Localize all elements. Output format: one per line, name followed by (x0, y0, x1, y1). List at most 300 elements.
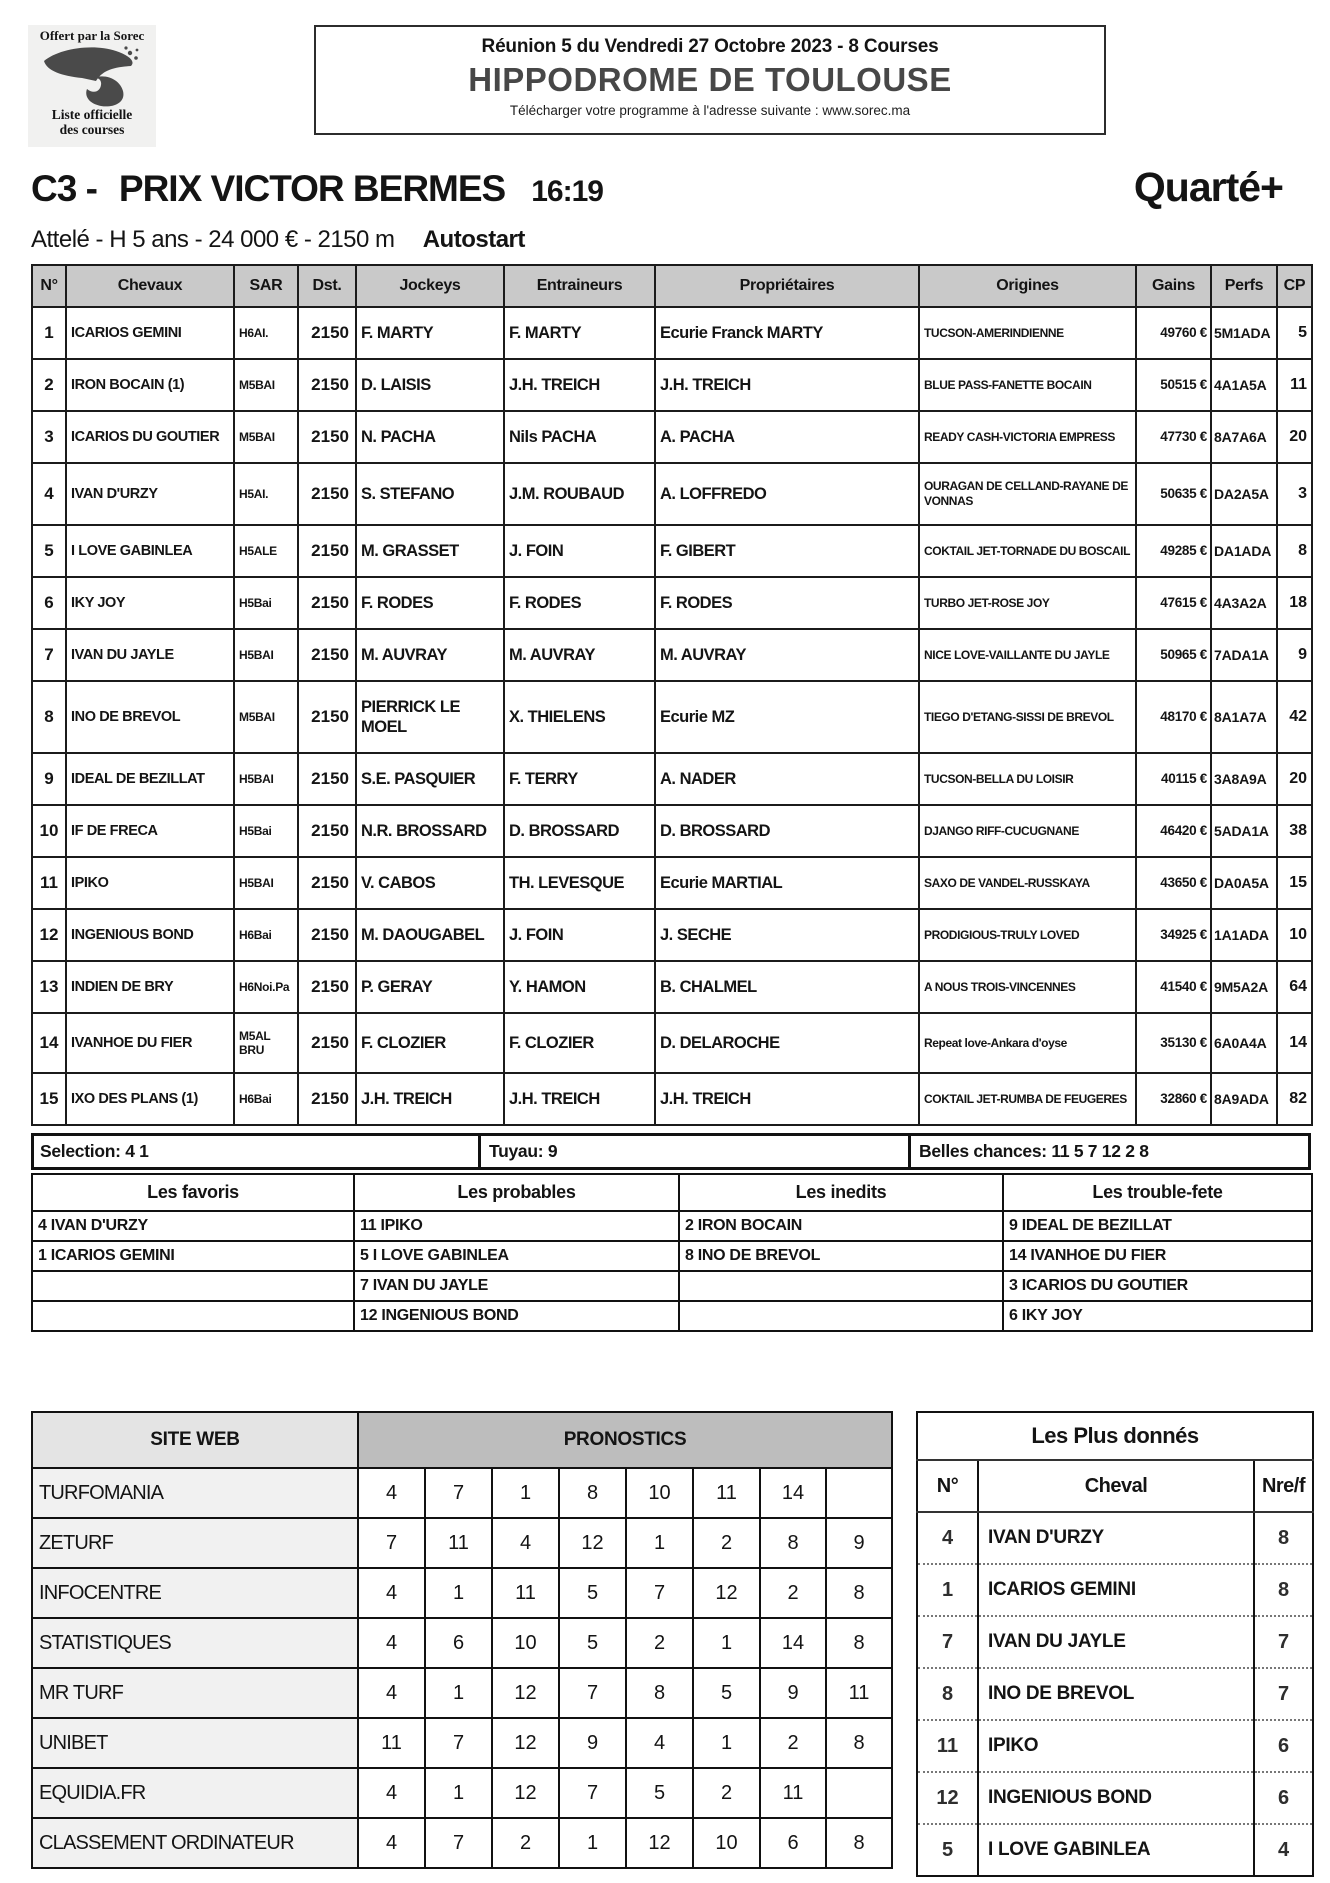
runner-number: 6 (32, 577, 66, 629)
jockey-name: F. RODES (356, 577, 504, 629)
origins: TUCSON-BELLA DU LOISIR (919, 753, 1136, 805)
distance: 2150 (298, 463, 356, 525)
horse-number: 1 (917, 1564, 978, 1616)
trainer-name: F. RODES (504, 577, 655, 629)
horse-name: IXO DES PLANS (1) (66, 1073, 234, 1125)
plus-donnes-row (917, 1616, 1313, 1668)
pronostic-number: 8 (826, 1618, 892, 1668)
pronostic-number: 11 (826, 1668, 892, 1718)
sar-code: M5BAI (234, 359, 298, 411)
pick-item: 7 IVAN DU JAYLE (354, 1271, 679, 1301)
race-code: C3 - (31, 168, 97, 209)
cp-value: 5 (1277, 307, 1312, 359)
owner-name: F. GIBERT (655, 525, 919, 577)
jockey-name: M. AUVRAY (356, 629, 504, 681)
pronostic-number: 4 (358, 1618, 425, 1668)
col-header-horse-name: Chevaux (66, 265, 234, 307)
runner-number: 3 (32, 411, 66, 463)
trainer-name: J.H. TREICH (504, 359, 655, 411)
runner-number: 10 (32, 805, 66, 857)
picks-row (32, 1271, 1312, 1301)
sar-code: H6AI. (234, 307, 298, 359)
plus-donnes-row (917, 1564, 1313, 1616)
runner-row (32, 681, 1312, 753)
plus-donnes-row (917, 1824, 1313, 1876)
pronostic-number: 11 (492, 1568, 559, 1618)
jockey-name: V. CABOS (356, 857, 504, 909)
runner-row (32, 857, 1312, 909)
picks-row (32, 1301, 1312, 1331)
distance: 2150 (298, 359, 356, 411)
horse-number: 7 (917, 1616, 978, 1668)
pronostic-number: 12 (492, 1768, 559, 1818)
pronostic-number: 4 (492, 1518, 559, 1568)
perfs: 8A7A6A (1211, 411, 1277, 463)
perfs: 4A3A2A (1211, 577, 1277, 629)
gains: 50515 € (1136, 359, 1211, 411)
pronostic-number: 4 (358, 1818, 425, 1868)
pronostic-number: 1 (693, 1618, 760, 1668)
origins: COKTAIL JET-RUMBA DE FEUGERES (919, 1073, 1136, 1125)
runner-number: 9 (32, 753, 66, 805)
pronostic-number: 4 (358, 1468, 425, 1518)
bet-type-label: Quarté+ (1133, 164, 1283, 210)
pronostic-number: 9 (826, 1518, 892, 1568)
distance: 2150 (298, 857, 356, 909)
distance: 2150 (298, 525, 356, 577)
pronostic-number: 10 (492, 1618, 559, 1668)
pronostic-number: 2 (760, 1568, 826, 1618)
pronostic-number: 10 (626, 1468, 693, 1518)
pick-item: 14 IVANHOE DU FIER (1003, 1241, 1312, 1271)
runner-number: 15 (32, 1073, 66, 1125)
col-header-number: N° (917, 1460, 978, 1512)
origins: NICE LOVE-VAILLANTE DU JAYLE (919, 629, 1136, 681)
gains: 32860 € (1136, 1073, 1211, 1125)
horse-name: INO DE BREVOL (66, 681, 234, 753)
pronostic-number: 5 (626, 1768, 693, 1818)
horse-name: ICARIOS GEMINI (978, 1564, 1254, 1616)
perfs: 5ADA1A (1211, 805, 1277, 857)
times-given: 4 (1254, 1824, 1313, 1876)
bottom-zone (31, 1411, 1311, 1877)
pronostic-number: 5 (559, 1618, 626, 1668)
gains: 49760 € (1136, 307, 1211, 359)
pronostic-number: 8 (760, 1518, 826, 1568)
selection-bar (31, 1133, 1311, 1170)
horse-name: I LOVE GABINLEA (978, 1824, 1254, 1876)
pronostic-number: 5 (559, 1568, 626, 1618)
sorec-logo (28, 25, 156, 147)
trainer-name: J.H. TREICH (504, 1073, 655, 1125)
pick-item: 4 IVAN D'URZY (32, 1211, 354, 1241)
origins: OURAGAN DE CELLAND-RAYANE DE VONNAS (919, 463, 1136, 525)
pronostic-number: 2 (693, 1768, 760, 1818)
pronostic-number: 14 (760, 1468, 826, 1518)
jockey-name: D. LAISIS (356, 359, 504, 411)
pronostic-number: 8 (826, 1568, 892, 1618)
distance: 2150 (298, 909, 356, 961)
origins: COKTAIL JET-TORNADE DU BOSCAIL (919, 525, 1136, 577)
pick-item (679, 1271, 1003, 1301)
pronostic-number: 7 (425, 1718, 492, 1768)
pronostic-number: 1 (425, 1568, 492, 1618)
horse-name: ICARIOS GEMINI (66, 307, 234, 359)
col-header-owner-name: Propriétaires (655, 265, 919, 307)
horse-name: IVAN DU JAYLE (66, 629, 234, 681)
jockey-name: N.R. BROSSARD (356, 805, 504, 857)
horse-name: IKY JOY (66, 577, 234, 629)
pronostic-number: 7 (559, 1668, 626, 1718)
jockey-name: M. GRASSET (356, 525, 504, 577)
pronostic-number: 1 (693, 1718, 760, 1768)
runner-number: 8 (32, 681, 66, 753)
times-given: 6 (1254, 1772, 1313, 1824)
runner-number: 7 (32, 629, 66, 681)
cp-value: 42 (1277, 681, 1312, 753)
runner-row (32, 463, 1312, 525)
runner-row (32, 805, 1312, 857)
picks-table (31, 1173, 1313, 1332)
trainer-name: D. BROSSARD (504, 805, 655, 857)
pronostic-number: 14 (760, 1618, 826, 1668)
plus-donnes-row (917, 1720, 1313, 1772)
site-name: TURFOMANIA (32, 1468, 358, 1518)
pronostic-number: 8 (626, 1668, 693, 1718)
trainer-name: J. FOIN (504, 909, 655, 961)
gains: 50965 € (1136, 629, 1211, 681)
owner-name: F. RODES (655, 577, 919, 629)
runner-row (32, 411, 1312, 463)
logo-offered-by-text: Offert par la Sorec (39, 28, 145, 43)
pronostic-number: 7 (425, 1818, 492, 1868)
sar-code: H5ALE (234, 525, 298, 577)
site-name: UNIBET (32, 1718, 358, 1768)
pick-item: 3 ICARIOS DU GOUTIER (1003, 1271, 1312, 1301)
trainer-name: TH. LEVESQUE (504, 857, 655, 909)
distance: 2150 (298, 681, 356, 753)
site-name: CLASSEMENT ORDINATEUR (32, 1818, 358, 1868)
plus-donnes-title: Les Plus donnés (917, 1412, 1313, 1460)
jockey-name: J.H. TREICH (356, 1073, 504, 1125)
distance: 2150 (298, 805, 356, 857)
perfs: 8A1A7A (1211, 681, 1277, 753)
cp-value: 82 (1277, 1073, 1312, 1125)
plus-donnes-row (917, 1512, 1313, 1564)
pronostic-number: 9 (760, 1668, 826, 1718)
pronostic-number: 2 (693, 1518, 760, 1568)
perfs: 6A0A4A (1211, 1013, 1277, 1073)
horse-name: INDIEN DE BRY (66, 961, 234, 1013)
runner-number: 4 (32, 463, 66, 525)
selection-text: Selection: 4 1 (40, 1141, 149, 1161)
pronostic-number: 12 (626, 1818, 693, 1868)
tuyau-text: Tuyau: 9 (478, 1136, 908, 1167)
perfs: 8A9ADA (1211, 1073, 1277, 1125)
race-time: 16:19 (531, 175, 603, 208)
cp-value: 3 (1277, 463, 1312, 525)
pronostic-number: 5 (693, 1668, 760, 1718)
trainer-name: Nils PACHA (504, 411, 655, 463)
picks-column-title: Les inedits (679, 1174, 1003, 1211)
pick-item: 1 ICARIOS GEMINI (32, 1241, 354, 1271)
horse-name: ICARIOS DU GOUTIER (66, 411, 234, 463)
pronostic-number: 11 (358, 1718, 425, 1768)
sar-code: M5AL BRU (234, 1013, 298, 1073)
jockey-name: S. STEFANO (356, 463, 504, 525)
gains: 34925 € (1136, 909, 1211, 961)
horse-name: IRON BOCAIN (1) (66, 359, 234, 411)
pronostic-number (826, 1468, 892, 1518)
origins: PRODIGIOUS-TRULY LOVED (919, 909, 1136, 961)
meeting-header-box (314, 25, 1106, 135)
runner-row (32, 359, 1312, 411)
pronostic-number: 12 (559, 1518, 626, 1568)
col-header-cheval: Cheval (978, 1460, 1254, 1512)
pronostic-row (32, 1718, 892, 1768)
runner-row (32, 577, 1312, 629)
trainer-name: F. MARTY (504, 307, 655, 359)
sar-code: H6Bai (234, 1073, 298, 1125)
distance: 2150 (298, 411, 356, 463)
cp-value: 9 (1277, 629, 1312, 681)
jockey-name: P. GERAY (356, 961, 504, 1013)
col-header-nref: Nre/f (1254, 1460, 1313, 1512)
meeting-title: Réunion 5 du Vendredi 27 Octobre 2023 - 8 Courses (481, 36, 939, 57)
col-header-trainer-name: Entraineurs (504, 265, 655, 307)
horse-number: 4 (917, 1512, 978, 1564)
horse-name: INGENIOUS BOND (978, 1772, 1254, 1824)
sar-code: H6Noi.Pa (234, 961, 298, 1013)
pronostic-number: 6 (760, 1818, 826, 1868)
pronostic-number: 1 (425, 1768, 492, 1818)
pronostic-number: 11 (425, 1518, 492, 1568)
pronostic-row (32, 1518, 892, 1568)
jockey-name: S.E. PASQUIER (356, 753, 504, 805)
sar-code: M5BAI (234, 681, 298, 753)
plus-donnes-row (917, 1772, 1313, 1824)
jockey-name: N. PACHA (356, 411, 504, 463)
plus-donnes-row (917, 1668, 1313, 1720)
runner-row (32, 1073, 1312, 1125)
distance: 2150 (298, 307, 356, 359)
runner-row (32, 525, 1312, 577)
picks-column-title: Les favoris (32, 1174, 354, 1211)
perfs: 9M5A2A (1211, 961, 1277, 1013)
perfs: DA0A5A (1211, 857, 1277, 909)
gains: 40115 € (1136, 753, 1211, 805)
gains: 50635 € (1136, 463, 1211, 525)
horse-name: IVANHOE DU FIER (66, 1013, 234, 1073)
col-header-perfs: Perfs (1211, 265, 1277, 307)
cp-value: 38 (1277, 805, 1312, 857)
runner-row (32, 961, 1312, 1013)
col-header-gains: Gains (1136, 265, 1211, 307)
pronostic-number: 9 (559, 1718, 626, 1768)
cp-value: 18 (1277, 577, 1312, 629)
pronostic-number: 10 (693, 1818, 760, 1868)
pronostic-number: 2 (626, 1618, 693, 1668)
runner-row (32, 307, 1312, 359)
trainer-name: J.M. ROUBAUD (504, 463, 655, 525)
pronostic-number: 7 (626, 1568, 693, 1618)
perfs: 5M1ADA (1211, 307, 1277, 359)
owner-name: J.H. TREICH (655, 359, 919, 411)
distance: 2150 (298, 577, 356, 629)
pronostic-number: 2 (492, 1818, 559, 1868)
site-name: ZETURF (32, 1518, 358, 1568)
owner-name: J.H. TREICH (655, 1073, 919, 1125)
horse-name: INO DE BREVOL (978, 1668, 1254, 1720)
times-given: 7 (1254, 1668, 1313, 1720)
pronostic-row (32, 1768, 892, 1818)
distance: 2150 (298, 961, 356, 1013)
site-name: EQUIDIA.FR (32, 1768, 358, 1818)
picks-row (32, 1241, 1312, 1271)
horse-name: INGENIOUS BOND (66, 909, 234, 961)
site-name: MR TURF (32, 1668, 358, 1718)
owner-name: M. AUVRAY (655, 629, 919, 681)
distance: 2150 (298, 629, 356, 681)
cp-value: 64 (1277, 961, 1312, 1013)
perfs: 3A8A9A (1211, 753, 1277, 805)
pronostic-number: 6 (425, 1618, 492, 1668)
pronostic-number: 11 (760, 1768, 826, 1818)
trainer-name: Y. HAMON (504, 961, 655, 1013)
col-header-distance: Dst. (298, 265, 356, 307)
perfs: 7ADA1A (1211, 629, 1277, 681)
col-header-runner-number: N° (32, 265, 66, 307)
horse-number: 8 (917, 1668, 978, 1720)
sar-code: H5Bai (234, 577, 298, 629)
pronostic-number: 7 (559, 1768, 626, 1818)
sar-code: H5BAI (234, 753, 298, 805)
horse-name: IDEAL DE BEZILLAT (66, 753, 234, 805)
cp-value: 20 (1277, 753, 1312, 805)
cp-value: 15 (1277, 857, 1312, 909)
sar-code: H5BAI (234, 857, 298, 909)
runner-number: 11 (32, 857, 66, 909)
plus-donnes-table (916, 1411, 1314, 1877)
cp-value: 20 (1277, 411, 1312, 463)
picks-column-title: Les trouble-fete (1003, 1174, 1312, 1211)
horse-name: IVAN DU JAYLE (978, 1616, 1254, 1668)
owner-name: Ecurie MZ (655, 681, 919, 753)
owner-name: D. BROSSARD (655, 805, 919, 857)
col-header-jockey-name: Jockeys (356, 265, 504, 307)
col-header-cp-value: CP (1277, 265, 1312, 307)
logo-official-list-line2: des courses (59, 122, 125, 137)
origins: TURBO JET-ROSE JOY (919, 577, 1136, 629)
pronostic-number: 4 (358, 1668, 425, 1718)
site-name: STATISTIQUES (32, 1618, 358, 1668)
gains: 35130 € (1136, 1013, 1211, 1073)
pick-item: 9 IDEAL DE BEZILLAT (1003, 1211, 1312, 1241)
pronostic-number: 8 (559, 1468, 626, 1518)
sar-code: H5Bai (234, 805, 298, 857)
race-conditions: Attelé - H 5 ans - 24 000 € - 2150 m (31, 226, 395, 253)
pick-item (679, 1301, 1003, 1331)
pick-item: 6 IKY JOY (1003, 1301, 1312, 1331)
owner-name: A. NADER (655, 753, 919, 805)
owner-name: Ecurie Franck MARTY (655, 307, 919, 359)
runner-number: 14 (32, 1013, 66, 1073)
pronostics-header: PRONOSTICS (358, 1412, 892, 1468)
pronostic-number: 7 (425, 1468, 492, 1518)
origins: TUCSON-AMERINDIENNE (919, 307, 1136, 359)
picks-column-title: Les probables (354, 1174, 679, 1211)
picks-header-row (32, 1174, 1312, 1211)
origins: DJANGO RIFF-CUCUGNANE (919, 805, 1136, 857)
pronostic-number: 12 (492, 1718, 559, 1768)
logo-official-list-line1: Liste officielle (51, 107, 133, 122)
horse-number: 11 (917, 1720, 978, 1772)
perfs: DA2A5A (1211, 463, 1277, 525)
pick-item: 2 IRON BOCAIN (679, 1211, 1003, 1241)
pronostic-number: 1 (559, 1818, 626, 1868)
jockey-name: M. DAOUGABEL (356, 909, 504, 961)
pronostic-number: 12 (693, 1568, 760, 1618)
gains: 41540 € (1136, 961, 1211, 1013)
belles-chances-text: Belles chances: 11 5 7 12 2 8 (908, 1136, 1308, 1167)
pronostic-row (32, 1568, 892, 1618)
trainer-name: F. TERRY (504, 753, 655, 805)
site-name: INFOCENTRE (32, 1568, 358, 1618)
race-title-row (31, 164, 1311, 216)
pronostic-row (32, 1618, 892, 1668)
owner-name: D. DELAROCHE (655, 1013, 919, 1073)
runner-number: 5 (32, 525, 66, 577)
runner-row (32, 1013, 1312, 1073)
distance: 2150 (298, 1073, 356, 1125)
horse-name: I LOVE GABINLEA (66, 525, 234, 577)
runner-number: 12 (32, 909, 66, 961)
runners-header-row (32, 265, 1312, 307)
pick-item: 5 I LOVE GABINLEA (354, 1241, 679, 1271)
horse-name: IPIKO (978, 1720, 1254, 1772)
gains: 48170 € (1136, 681, 1211, 753)
race-conditions-row (31, 226, 1311, 260)
pick-item: 8 INO DE BREVOL (679, 1241, 1003, 1271)
pronostic-number: 8 (826, 1718, 892, 1768)
pronostic-number: 2 (760, 1718, 826, 1768)
pronostic-number: 12 (492, 1668, 559, 1718)
trainer-name: M. AUVRAY (504, 629, 655, 681)
start-type: Autostart (422, 226, 525, 253)
horse-number: 12 (917, 1772, 978, 1824)
times-given: 8 (1254, 1564, 1313, 1616)
pronostic-number: 1 (626, 1518, 693, 1568)
pronostic-row (32, 1468, 892, 1518)
horse-name: IF DE FRECA (66, 805, 234, 857)
sar-code: H6Bai (234, 909, 298, 961)
pick-item (32, 1271, 354, 1301)
pronostic-number: 7 (358, 1518, 425, 1568)
sar-code: H5AI. (234, 463, 298, 525)
times-given: 7 (1254, 1616, 1313, 1668)
cp-value: 11 (1277, 359, 1312, 411)
origins: TIEGO D'ETANG-SISSI DE BREVOL (919, 681, 1136, 753)
horse-name: IVAN D'URZY (978, 1512, 1254, 1564)
pronostic-number (826, 1768, 892, 1818)
jockey-name: PIERRICK LE MOEL (356, 681, 504, 753)
distance: 2150 (298, 1013, 356, 1073)
trainer-name: F. CLOZIER (504, 1013, 655, 1073)
horse-name: IVAN D'URZY (66, 463, 234, 525)
pronostic-number: 1 (425, 1668, 492, 1718)
pronostic-number: 4 (358, 1768, 425, 1818)
col-header-origins: Origines (919, 265, 1136, 307)
